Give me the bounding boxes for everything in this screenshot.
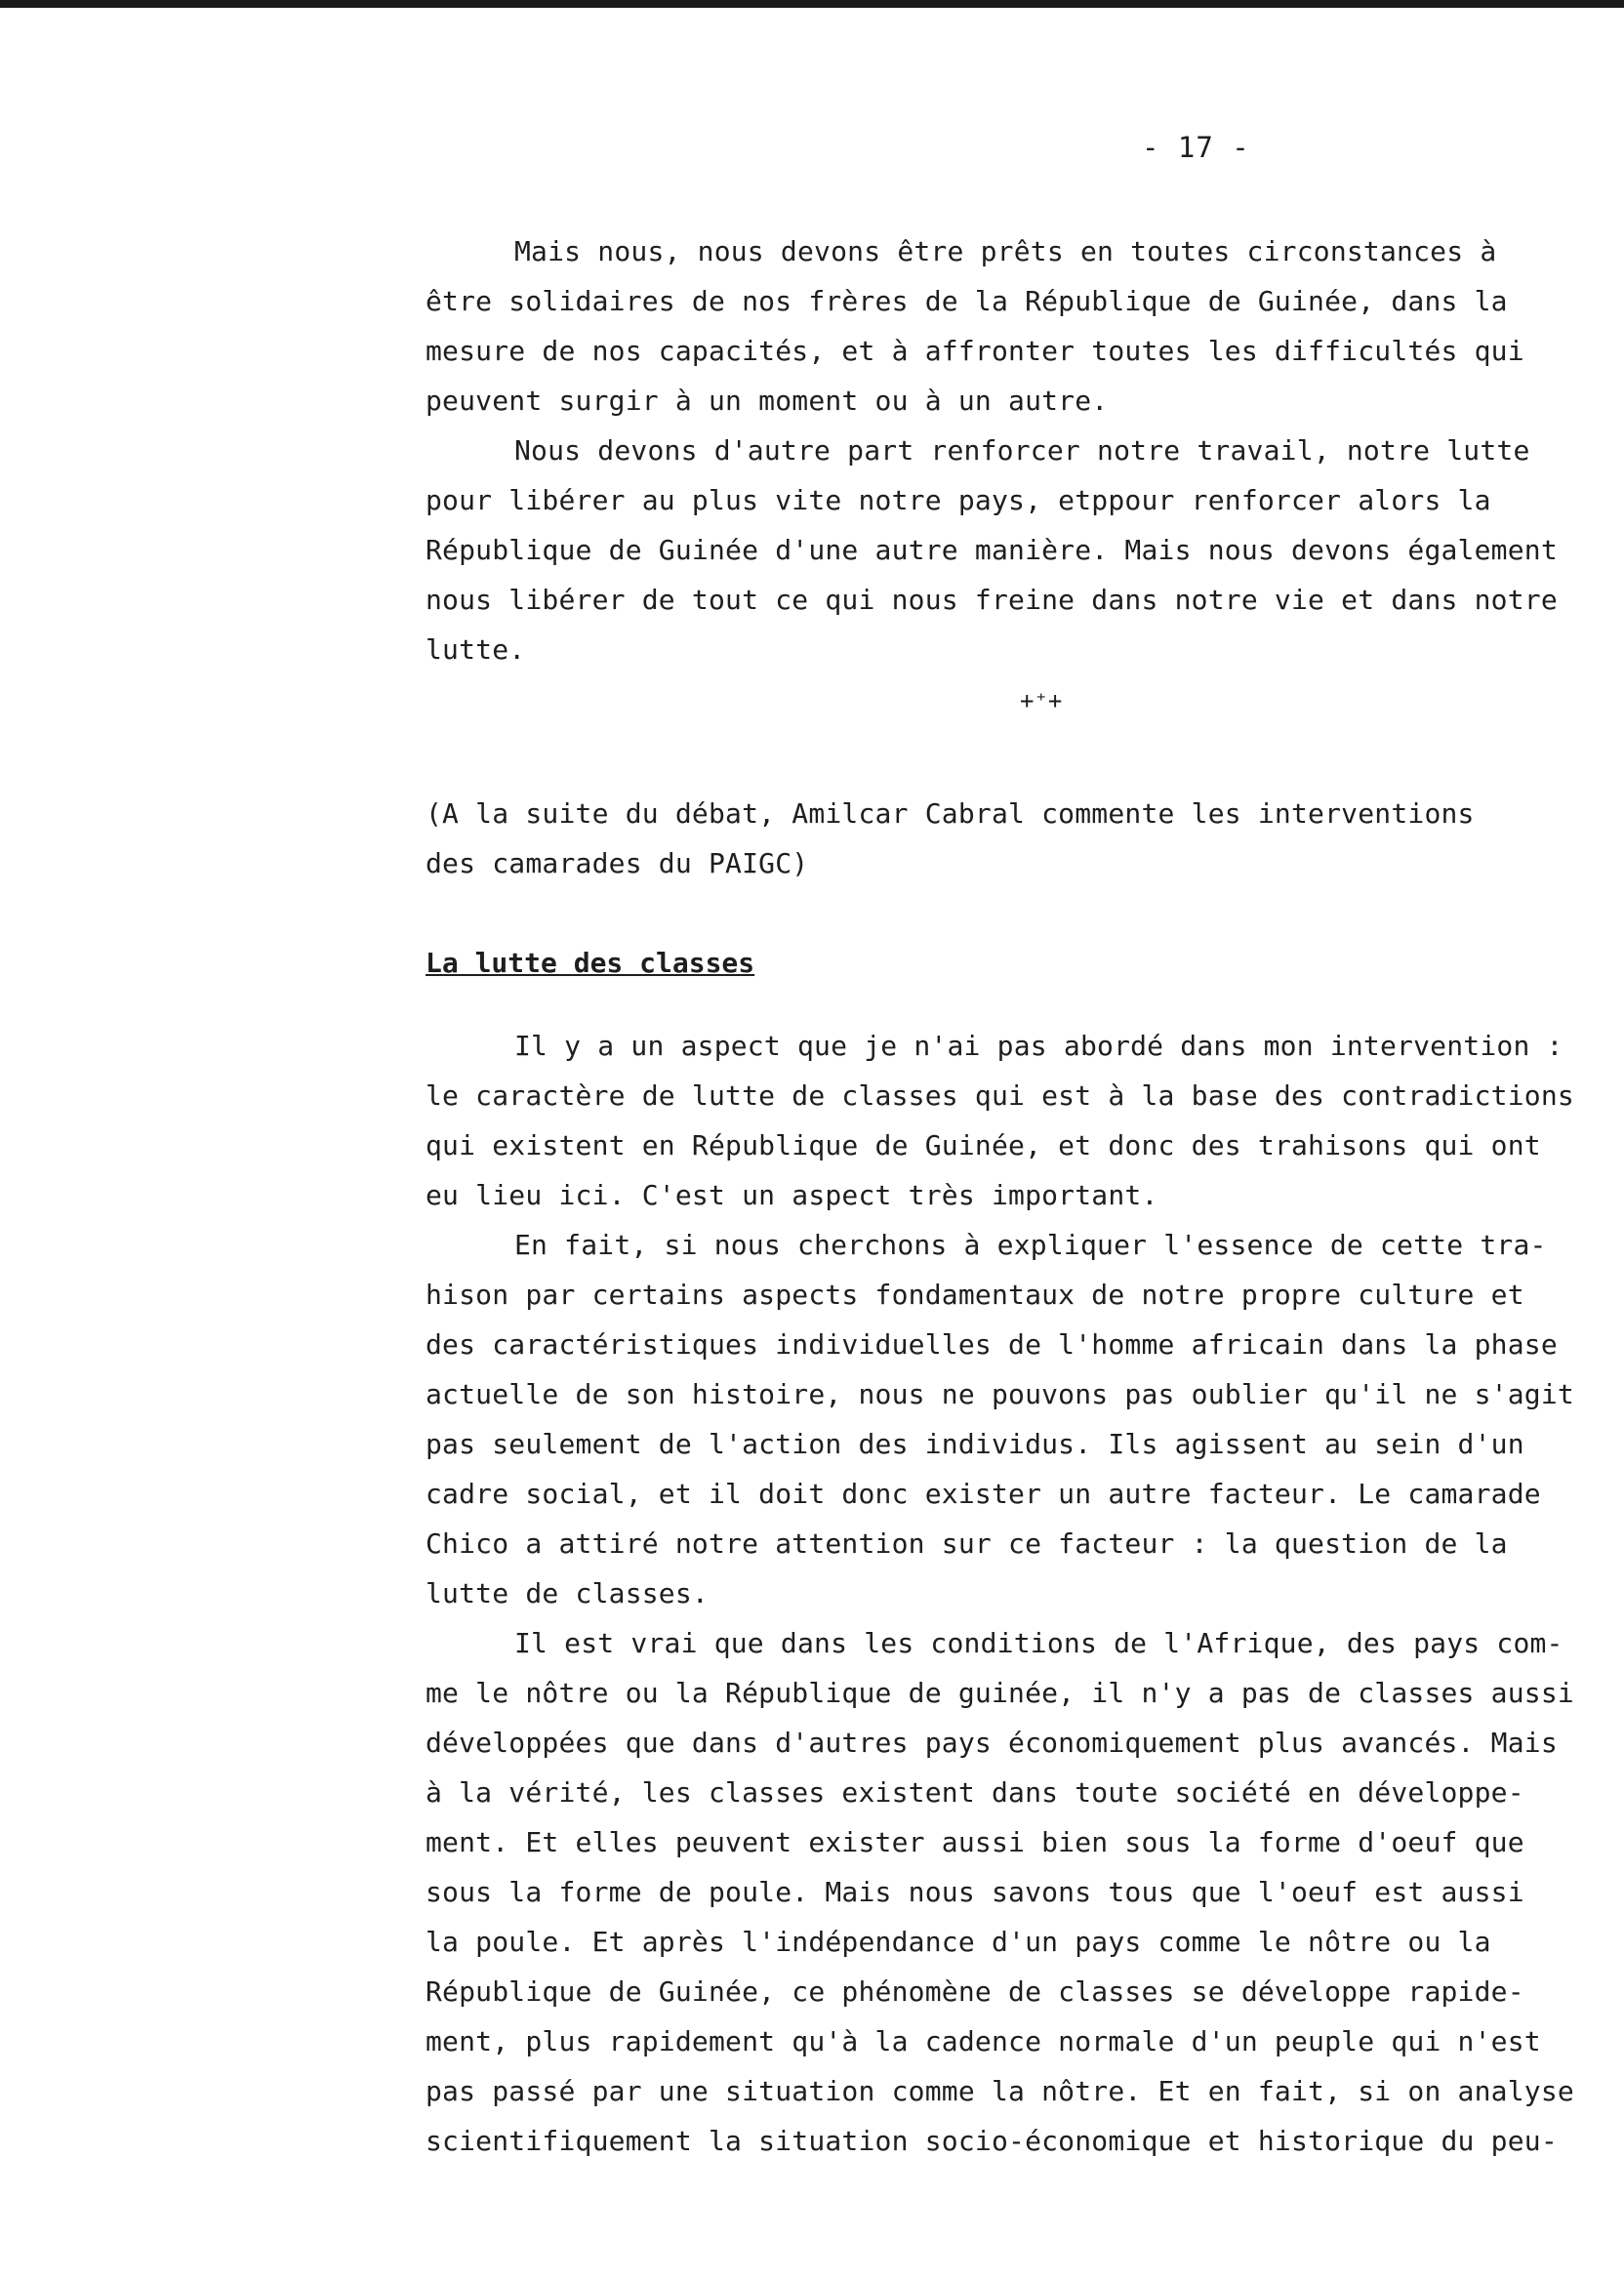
paragraph-4-line-8: lutte de classes.	[426, 1577, 709, 1609]
paragraph-3-line-1: Il y a un aspect que je n'ai pas abordé dans mon intervention :	[514, 1030, 1563, 1062]
paragraph-5-line-4: à la vérité, les classes existent dans toute société en développe-	[426, 1776, 1524, 1809]
paragraph-4-line-2: hison par certains aspects fondamentaux de notre propre culture et	[426, 1279, 1524, 1311]
paragraph-4-line-3: des caractéristiques individuelles de l'homme africain dans la phase	[426, 1328, 1558, 1361]
paragraph-4-line-5: pas seulement de l'action des individus. Ils agissent au sein d'un	[426, 1428, 1524, 1460]
paragraph-2-line-2: pour libérer au plus vite notre pays, etppour renforcer alors la	[426, 484, 1491, 516]
paragraph-5-line-9: ment, plus rapidement qu'à la cadence normale d'un peuple qui n'est	[426, 2025, 1541, 2057]
editorial-note-line-1: (A la suite du débat, Amilcar Cabral commente les interventions	[426, 797, 1475, 830]
section-title: La lutte des classes	[426, 947, 755, 979]
paragraph-1-line-2: être solidaires de nos frères de la République de Guinée, dans la	[426, 285, 1508, 317]
paragraph-5-line-7: la poule. Et après l'indépendance d'un pays comme le nôtre ou la	[426, 1926, 1491, 1958]
paragraph-5-line-2: me le nôtre ou la République de guinée, il n'y a pas de classes aussi	[426, 1677, 1574, 1709]
paragraph-5-line-5: ment. Et elles peuvent exister aussi bien sous la forme d'oeuf que	[426, 1826, 1524, 1858]
editorial-note-line-2: des camarades du PAIGC)	[426, 847, 809, 879]
paragraph-1-line-1: Mais nous, nous devons être prêts en toutes circonstances à	[514, 235, 1497, 267]
paragraph-5-line-10: pas passé par une situation comme la nôtre. Et en fait, si on analyse	[426, 2075, 1574, 2107]
section-separator: +⁺+	[1020, 687, 1063, 714]
paragraph-2-line-3: République de Guinée d'une autre manière. Mais nous devons également	[426, 534, 1558, 566]
paragraph-2-line-5: lutte.	[426, 633, 526, 666]
paragraph-3-line-3: qui existent en République de Guinée, et donc des trahisons qui ont	[426, 1129, 1541, 1161]
paragraph-5-line-3: développées que dans d'autres pays économiquement plus avancés. Mais	[426, 1727, 1558, 1759]
paragraph-4-line-7: Chico a attiré notre attention sur ce facteur : la question de la	[426, 1527, 1508, 1560]
paragraph-4-line-1: En fait, si nous cherchons à expliquer l'essence de cette tra-	[514, 1229, 1547, 1261]
paragraph-1-line-4: peuvent surgir à un moment ou à un autre.	[426, 385, 1109, 417]
paragraph-3-line-2: le caractère de lutte de classes qui est à la base des contradictions	[426, 1079, 1574, 1112]
paragraph-3-line-4: eu lieu ici. C'est un aspect très important.	[426, 1179, 1158, 1211]
paragraph-4-line-4: actuelle de son histoire, nous ne pouvons pas oublier qu'il ne s'agit	[426, 1378, 1574, 1410]
paragraph-5-line-8: République de Guinée, ce phénomène de classes se développe rapide-	[426, 1975, 1524, 2008]
paragraph-5-line-1: Il est vrai que dans les conditions de l'Afrique, des pays com-	[514, 1627, 1563, 1659]
top-edge-rule	[0, 0, 1624, 8]
paragraph-2-line-1: Nous devons d'autre part renforcer notre travail, notre lutte	[514, 434, 1530, 467]
paragraph-4-line-6: cadre social, et il doit donc exister un autre facteur. Le camarade	[426, 1478, 1541, 1510]
paragraph-5-line-11: scientifiquement la situation socio-économique et historique du peu-	[426, 2125, 1558, 2157]
page-number: - 17 -	[1142, 131, 1250, 164]
paragraph-2-line-4: nous libérer de tout ce qui nous freine dans notre vie et dans notre	[426, 584, 1558, 616]
paragraph-5-line-6: sous la forme de poule. Mais nous savons tous que l'oeuf est aussi	[426, 1876, 1524, 1908]
paragraph-1-line-3: mesure de nos capacités, et à affronter toutes les difficultés qui	[426, 335, 1524, 367]
